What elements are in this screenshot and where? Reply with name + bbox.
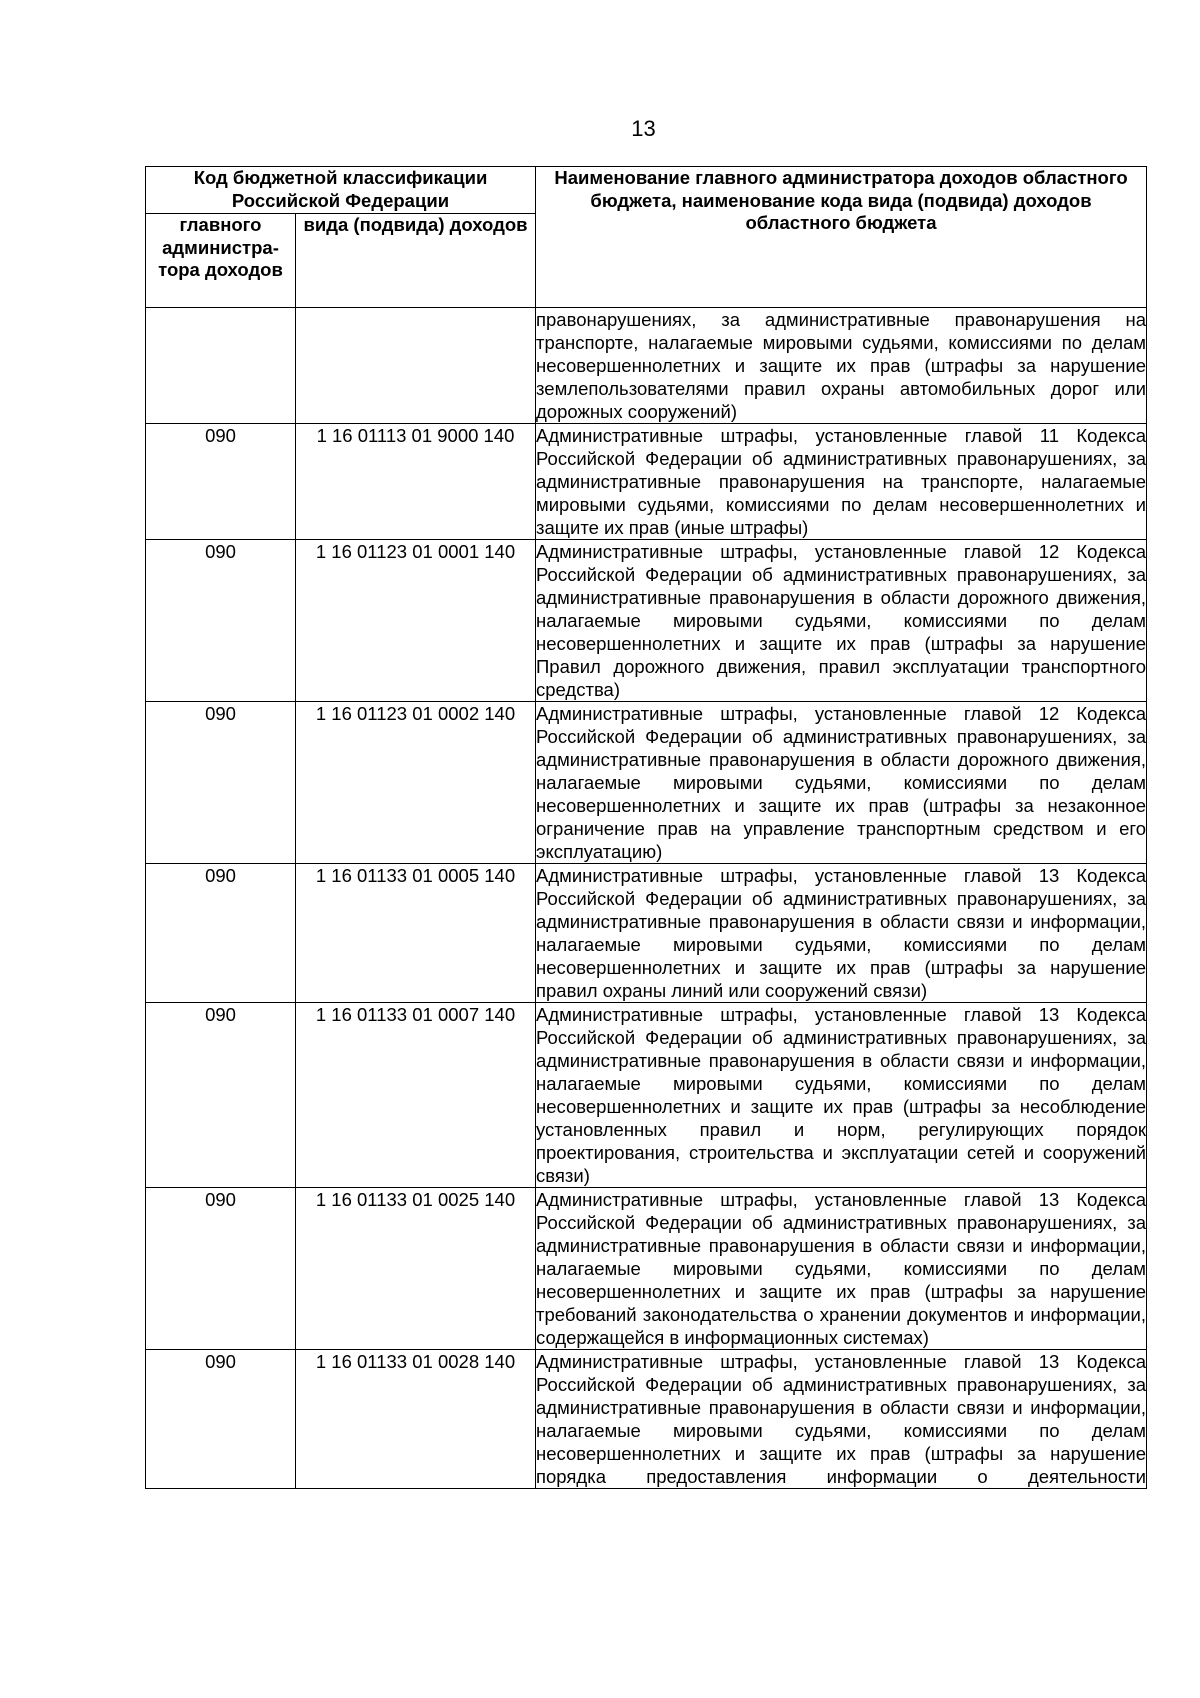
header-name-column: Наименование главного администратора доходов областного бюджета, наименование кода вида (подвида) доходов областного бюджета xyxy=(536,167,1147,308)
income-code-cell xyxy=(296,308,536,424)
income-description-cell: правонарушениях, за административные правонарушения на транспорте, налагаемые мировыми судьями, комиссиями по делам несовершеннолетних и защите их прав (штрафы за нарушение землепользователями правил охраны автомобильных дорог или дорожных сооружений) xyxy=(536,309,1146,422)
table-body xyxy=(146,308,1147,1489)
income-description-cell: Административные штрафы, установленные главой 12 Кодекса Российской Федерации об административных правонарушениях, за административные правонарушения в области дорожного движения, налагаемые мировыми судьями, комиссиями по делам несовершеннолетних и защите их прав (штрафы за незаконное ограничение прав на управление транспортным средством и его эксплуатацию) xyxy=(536,703,1146,862)
income-code-cell: 1 16 01133 01 0005 140 xyxy=(296,864,536,1003)
header-code-column: вида (подвида) доходов xyxy=(296,214,536,308)
income-description-cell: Административные штрафы, установленные главой 13 Кодекса Российской Федерации об административных правонарушениях, за административные правонарушения в области связи и информации, налагаемые мировыми судьями, комиссиями по делам несовершеннолетних и защите их прав (штрафы за нарушение правил охраны линий или сооружений связи) xyxy=(536,865,1146,1001)
admin-code-cell: 090 xyxy=(146,1003,296,1188)
table-row xyxy=(146,702,1147,864)
income-code-cell: 1 16 01133 01 0028 140 xyxy=(296,1350,536,1489)
income-description-cell: Административные штрафы, установленные главой 13 Кодекса Российской Федерации об административных правонарушениях, за административные правонарушения в области связи и информации, налагаемые мировыми судьями, комиссиями по делам несовершеннолетних и защите их прав (штрафы за нарушение требований законодательства о хранении документов и информации, содержащейся в информационных системах) xyxy=(536,1189,1146,1348)
table-row xyxy=(146,864,1147,1003)
income-code-cell: 1 16 01133 01 0007 140 xyxy=(296,1003,536,1188)
admin-code-cell: 090 xyxy=(146,424,296,540)
income-code-cell: 1 16 01123 01 0002 140 xyxy=(296,702,536,864)
table-row xyxy=(146,1188,1147,1350)
table-row xyxy=(146,308,1147,424)
header-admin-column: главного администра-тора доходов xyxy=(146,214,296,308)
income-code-cell: 1 16 01133 01 0025 140 xyxy=(296,1188,536,1350)
budget-classification-table xyxy=(145,166,1147,1489)
header-budget-code-group: Код бюджетной классификации Российской Федерации xyxy=(146,167,536,214)
admin-code-cell: 090 xyxy=(146,1350,296,1489)
admin-code-cell: 090 xyxy=(146,702,296,864)
table-row xyxy=(146,540,1147,702)
admin-code-cell: 090 xyxy=(146,540,296,702)
income-code-cell: 1 16 01123 01 0001 140 xyxy=(296,540,536,702)
income-description-cell: Административные штрафы, установленные главой 13 Кодекса Российской Федерации об административных правонарушениях, за административные правонарушения в области связи и информации, налагаемые мировыми судьями, комиссиями по делам несовершеннолетних и защите их прав (штрафы за несоблюдение установленных правил и норм, регулирующих порядок проектирования, строительства и эксплуатации сетей и сооружений связи) xyxy=(536,1004,1146,1186)
admin-code-cell: 090 xyxy=(146,864,296,1003)
income-description-cell: Административные штрафы, установленные главой 12 Кодекса Российской Федерации об административных правонарушениях, за административные правонарушения в области дорожного движения, налагаемые мировыми судьями, комиссиями по делам несовершеннолетних и защите их прав (штрафы за нарушение Правил дорожного движения, правил эксплуатации транспортного средства) xyxy=(536,541,1146,700)
table-row xyxy=(146,1350,1147,1489)
income-description-cell: Административные штрафы, установленные главой 11 Кодекса Российской Федерации об административных правонарушениях, за административные правонарушения на транспорте, налагаемые мировыми судьями, комиссиями по делам несовершеннолетних и защите их прав (иные штрафы) xyxy=(536,425,1146,538)
table-row xyxy=(146,1003,1147,1188)
admin-code-cell xyxy=(146,308,296,424)
table-row xyxy=(146,424,1147,540)
page-number: 13 xyxy=(631,116,656,141)
income-code-cell: 1 16 01113 01 9000 140 xyxy=(296,424,536,540)
admin-code-cell: 090 xyxy=(146,1188,296,1350)
income-description-cell: Административные штрафы, установленные главой 13 Кодекса Российской Федерации об административных правонарушениях, за административные правонарушения в области связи и информации, налагаемые мировыми судьями, комиссиями по делам несовершеннолетних и защите их прав (штрафы за нарушение порядка предоставления информации о деятельности xyxy=(536,1351,1146,1487)
